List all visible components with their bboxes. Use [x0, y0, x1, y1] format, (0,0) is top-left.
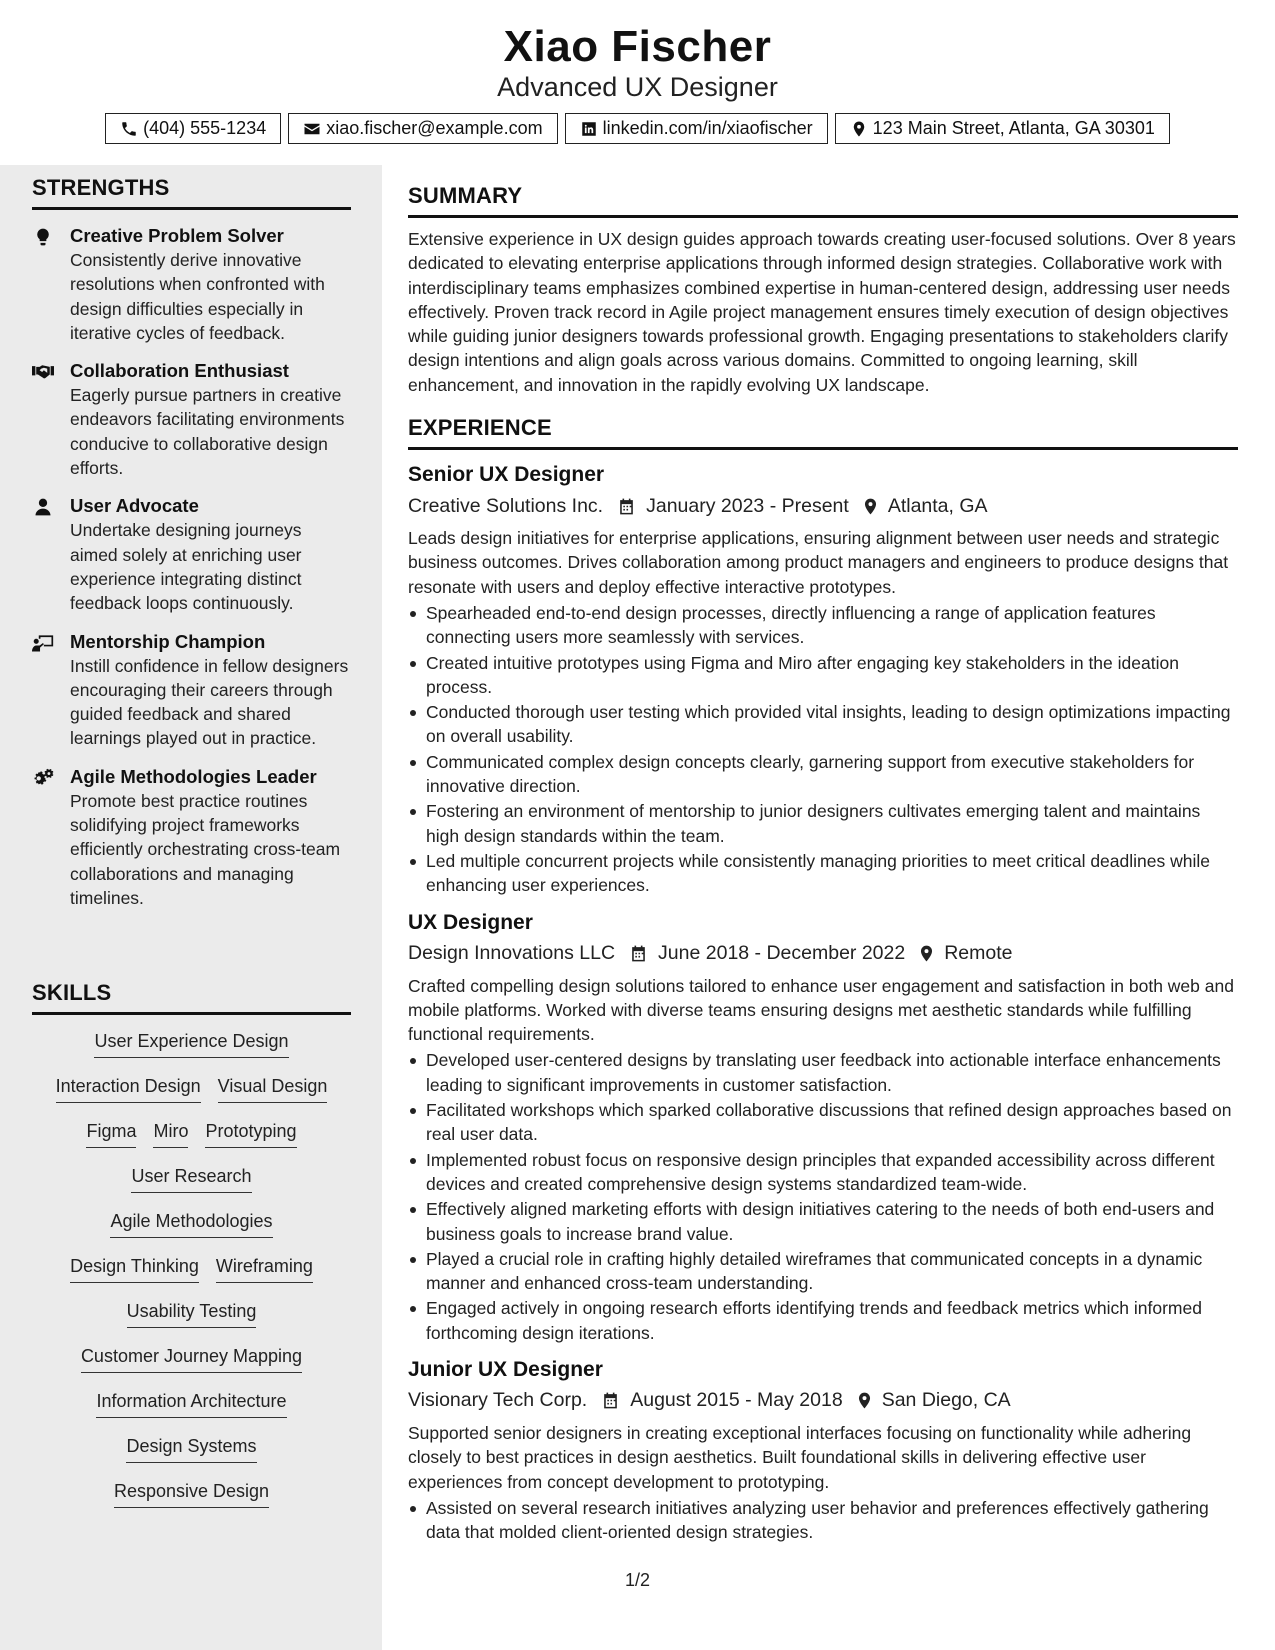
map-pin-icon: [850, 120, 868, 138]
skill-tag: Miro: [153, 1119, 188, 1148]
job-bullet: Fostering an environment of mentorship to junior designers cultivates emerging talent and maintains high design standards within the team.: [408, 799, 1238, 848]
contact-address-text: 123 Main Street, Atlanta, GA 30301: [872, 118, 1155, 138]
page-number: 1/2: [624, 1570, 651, 1590]
skill-row: [32, 1254, 351, 1299]
skill-tag: Customer Journey Mapping: [81, 1344, 302, 1373]
contact-email[interactable]: [288, 113, 557, 144]
map-pin-icon: [861, 497, 880, 516]
job-company: Design Innovations LLC: [408, 942, 616, 965]
skill-row: [32, 1164, 351, 1209]
calendar-icon: [601, 1391, 620, 1410]
contact-address[interactable]: [835, 113, 1170, 144]
job-location: Remote: [944, 942, 1013, 965]
skill-tag: User Experience Design: [94, 1029, 288, 1058]
experience-heading: EXPERIENCE: [408, 415, 1238, 450]
strength-title: Collaboration Enthusiast: [70, 360, 289, 382]
job-dates: June 2018 - December 2022: [658, 942, 906, 965]
skill-row: [32, 1119, 351, 1164]
skill-tag: Design Thinking: [70, 1254, 199, 1283]
skill-row: [32, 1029, 351, 1074]
contact-linkedin-text: linkedin.com/in/xiaofischer: [602, 118, 813, 138]
skill-row: [32, 1434, 351, 1479]
job-bullet: Effectively aligned marketing efforts with design initiatives catering to the needs of both end-users and business goals to increase brand value.: [408, 1197, 1238, 1246]
strength-desc: Promote best practice routines solidifying project frameworks efficiently orchestrating cross-team collaborations and managing timelines.: [70, 790, 341, 908]
contact-email-text: xiao.fischer@example.com: [326, 118, 543, 138]
envelope-icon: [303, 120, 321, 138]
experience-list: [408, 460, 1238, 1544]
job-bullet: Implemented robust focus on responsive design principles that expanded accessibility across different devices and created comprehensive design systems standardized team-wide.: [408, 1148, 1238, 1197]
phone-icon: [120, 120, 138, 138]
user-icon: [32, 497, 54, 517]
job-description: Supported senior designers in creating exceptional interfaces focusing on functionality while adhering closely to best practices in design aesthetics. Built foundational skills in delivering effective user experiences from concept development to prototyping.: [408, 1422, 1192, 1492]
skill-tag: Design Systems: [126, 1434, 256, 1463]
skill-row: [32, 1344, 351, 1389]
sidebar: [0, 165, 382, 1650]
skill-row: [32, 1389, 351, 1434]
job-entry: [408, 460, 1238, 897]
strength-item: [32, 630, 351, 751]
job-description: Crafted compelling design solutions tailored to enhance user engagement and satisfaction in both web and mobile platforms. Worked with diverse teams ensuring designs met aesthetic standards while fulfilling functional requirements.: [408, 975, 1234, 1045]
job-entry: [408, 1355, 1238, 1544]
handshake-icon: [32, 362, 54, 382]
candidate-title: Advanced UX Designer: [497, 72, 778, 102]
job-bullet: Communicated complex design concepts clearly, garnering support from executive stakeholders for innovative direction.: [408, 750, 1238, 799]
skill-row: [32, 1074, 351, 1119]
skill-tag: Interaction Design: [56, 1074, 201, 1103]
skill-tag: Usability Testing: [127, 1299, 257, 1328]
map-pin-icon: [855, 1391, 874, 1410]
strength-item: [32, 765, 351, 910]
job-bullets: [408, 1496, 1238, 1545]
skill-tag: Wireframing: [216, 1254, 313, 1283]
skills-heading: SKILLS: [32, 980, 351, 1015]
skill-tag: Agile Methodologies: [110, 1209, 272, 1238]
lightbulb-icon: [32, 227, 54, 247]
job-bullet: Created intuitive prototypes using Figma and Miro after engaging key stakeholders in the ideation process.: [408, 651, 1238, 700]
skills-list: [32, 1029, 351, 1524]
job-bullet: Played a crucial role in crafting highly detailed wireframes that communicated concepts in a dynamic manner and enhanced cross-team understanding.: [408, 1247, 1238, 1296]
summary-heading: SUMMARY: [408, 183, 1238, 218]
skill-tag: User Research: [131, 1164, 251, 1193]
job-bullet: Developed user-centered designs by translating user feedback into actionable interface enhancements leading to significant improvements in customer satisfaction.: [408, 1048, 1238, 1097]
skills-section: [32, 980, 351, 1524]
job-entry: [408, 908, 1238, 1345]
resume-header: [0, 0, 1275, 165]
strength-desc: Undertake designing journeys aimed solely at enriching user experience integrating distinct feedback loops continuously.: [70, 520, 302, 614]
job-title: Senior UX Designer: [408, 463, 605, 487]
job-company: Creative Solutions Inc.: [408, 494, 604, 517]
job-title: UX Designer: [408, 910, 533, 934]
skill-tag: Visual Design: [218, 1074, 328, 1103]
skill-row: [32, 1479, 351, 1524]
strength-title: Agile Methodologies Leader: [70, 765, 317, 787]
contact-bar: [0, 113, 1275, 144]
gears-icon: [32, 768, 54, 788]
candidate-name: Xiao Fischer: [503, 22, 772, 71]
strength-title: Mentorship Champion: [70, 630, 266, 652]
job-location: San Diego, CA: [881, 1389, 1011, 1412]
skill-row: [32, 1299, 351, 1344]
skill-tag: Information Architecture: [96, 1389, 286, 1418]
strength-title: User Advocate: [70, 495, 199, 517]
contact-linkedin[interactable]: [565, 113, 828, 144]
strength-desc: Instill confidence in fellow designers encouraging their careers through guided feedback and shared learnings played out in practice.: [70, 655, 349, 749]
strength-desc: Eagerly pursue partners in creative endeavors facilitating environments conducive to collaborative design efforts.: [70, 385, 345, 479]
linkedin-icon: [580, 120, 598, 138]
job-meta: [408, 490, 1238, 522]
summary-text: Extensive experience in UX design guides approach towards creating user-focused solutions. Over 8 years dedicated to elevating enterprise applications through informed design strategies. Collaborative work with interdisciplinary teams emphasizes combined expertise in human-centered design, addressing user needs effectively. Proven track record in Agile project management ensures timely execution of design objectives while guiding junior designers towards professional growth. Engaging presentations to stakeholders clarify design intentions and align goals across various domains. Committed to ongoing learning, skill enhancement, and innovation in the rapidly evolving UX landscape.: [408, 229, 1236, 395]
strength-title: Creative Problem Solver: [70, 225, 284, 246]
contact-phone[interactable]: [105, 113, 281, 144]
job-company: Visionary Tech Corp.: [408, 1389, 588, 1412]
job-bullet: Engaged actively in ongoing research efforts identifying trends and feedback metrics which informed forthcoming design iterations.: [408, 1296, 1238, 1345]
calendar-icon: [617, 497, 636, 516]
job-meta: [408, 938, 1238, 970]
job-dates: August 2015 - May 2018: [630, 1389, 843, 1412]
skill-tag: Figma: [86, 1119, 136, 1148]
job-meta: [408, 1385, 1238, 1417]
job-dates: January 2023 - Present: [646, 494, 849, 517]
chalkboard-teacher-icon: [32, 633, 54, 653]
strength-item: [32, 224, 351, 345]
strength-desc: Consistently derive innovative resolutions when confronted with design difficulties especially in iterative cycles of feedback.: [70, 250, 325, 343]
job-bullet: Conducted thorough user testing which provided vital insights, leading to design optimizations impacting on overall usability.: [408, 700, 1238, 749]
job-description: Leads design initiatives for enterprise applications, ensuring alignment between user needs and strategic business outcomes. Drives collaboration among product managers and engineers to produce designs that resonate with users and deploy effective interactive prototypes.: [408, 528, 1229, 597]
job-bullet: Assisted on several research initiatives analyzing user behavior and preferences effectively gathering data that molded client-oriented design strategies.: [408, 1496, 1238, 1545]
strengths-section: [32, 175, 351, 910]
job-bullets: [408, 601, 1238, 898]
job-bullet: Spearheaded end-to-end design processes, directly influencing a range of application features connecting users more seamlessly with services.: [408, 601, 1238, 650]
strength-item: [32, 359, 351, 480]
job-title: Junior UX Designer: [408, 1357, 603, 1381]
skill-tag: Prototyping: [205, 1119, 296, 1148]
contact-phone-text: (404) 555-1234: [143, 118, 267, 138]
job-bullet: Facilitated workshops which sparked collaborative discussions that refined design approaches based on real user data.: [408, 1098, 1238, 1147]
skill-row: [32, 1209, 351, 1254]
job-bullet: Led multiple concurrent projects while consistently managing priorities to meet critical deadlines while enhancing user experiences.: [408, 849, 1238, 898]
main-column: [408, 165, 1238, 1545]
strength-item: [32, 494, 351, 615]
job-location: Atlanta, GA: [887, 494, 988, 517]
strengths-heading: STRENGTHS: [32, 175, 351, 210]
skill-tag: Responsive Design: [114, 1479, 269, 1508]
job-bullets: [408, 1048, 1238, 1345]
map-pin-icon: [917, 944, 936, 963]
calendar-icon: [629, 944, 648, 963]
